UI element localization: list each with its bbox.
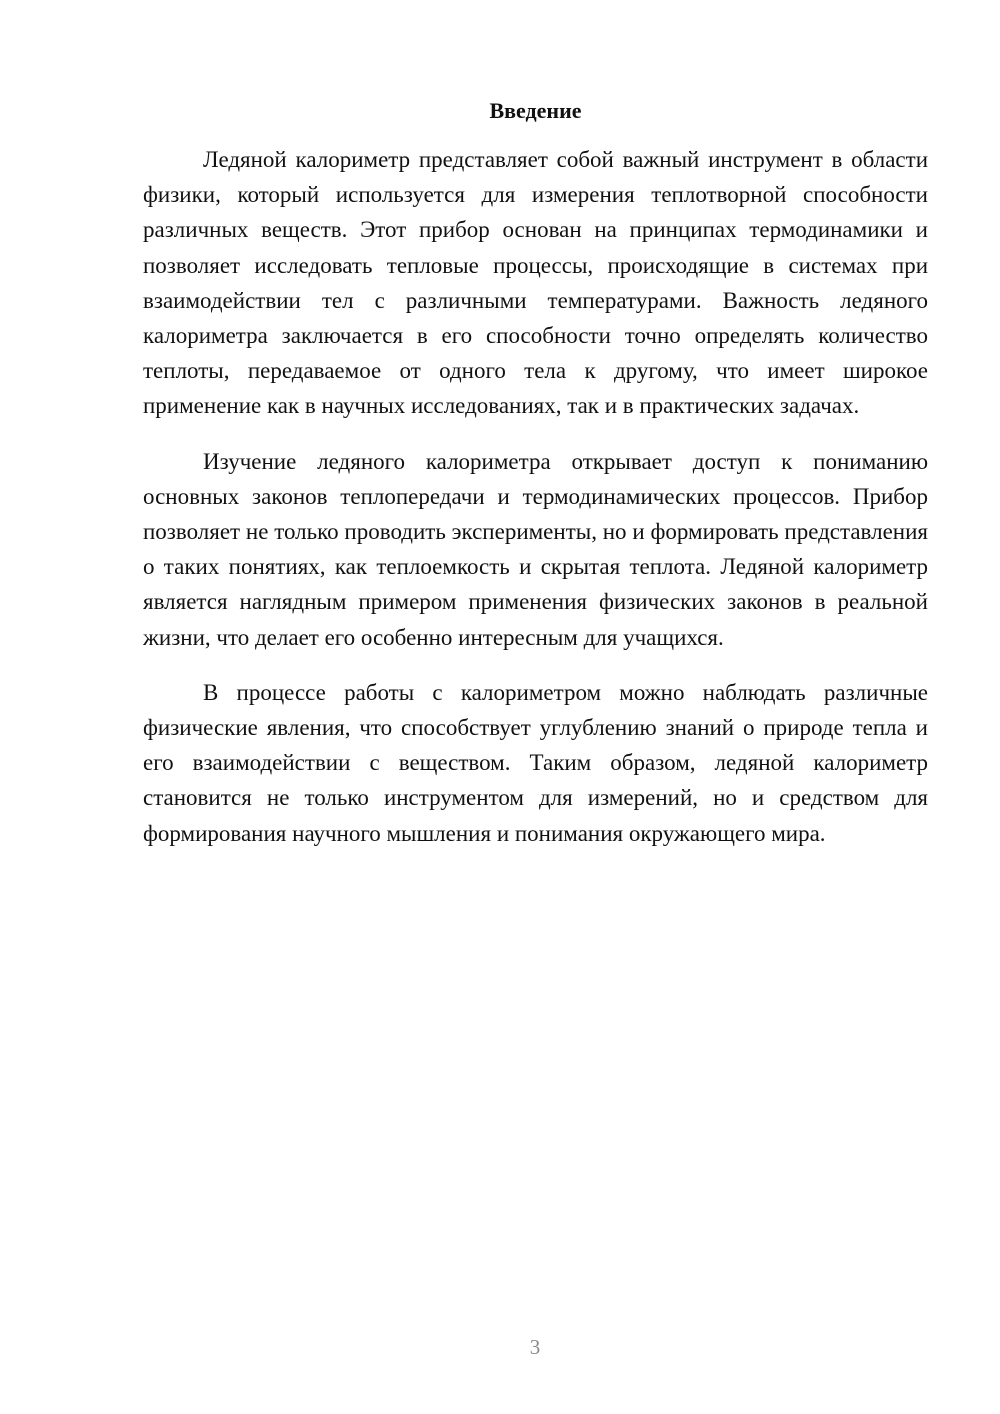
paragraph-1: Ледяной калориметр представляет собой важный инструмент в области физики, который используется для измерения теплотворной способности различных веществ. Этот прибор основан на принципах термодинамики и позволяет исследовать тепловые процессы, происходящие в системах при взаимодействии тел с различными температурами. Важность ледяного калориметра заключается в его способности точно определять количество теплоты, передаваемое от одного тела к другому, что имеет широкое применение как в научных исследованиях, так и в практических задачах. [143, 147, 928, 419]
paragraph-2: Изучение ледяного калориметра открывает доступ к пониманию основных законов теплопередачи и термодинамических процессов. Прибор позволяет не только проводить эксперименты, но и формировать представления о таких понятиях, как теплоемкость и скрытая теплота. Ледяной калориметр является наглядным примером применения физических законов в реальной жизни, что делает его особенно интересным для учащихся. [143, 448, 928, 650]
body-text [143, 142, 928, 871]
section-heading: Введение [489, 98, 582, 123]
paragraph-3: В процессе работы с калориметром можно наблюдать различные физические явления, что способствует углублению знаний о природе тепла и его взаимодействии с веществом. Таким образом, ледяной калориметр становится не только инструментом для измерений, но и средством для формирования научного мышления и понимания окружающего мира. [143, 679, 928, 846]
page-number: 3 [529, 1335, 541, 1359]
